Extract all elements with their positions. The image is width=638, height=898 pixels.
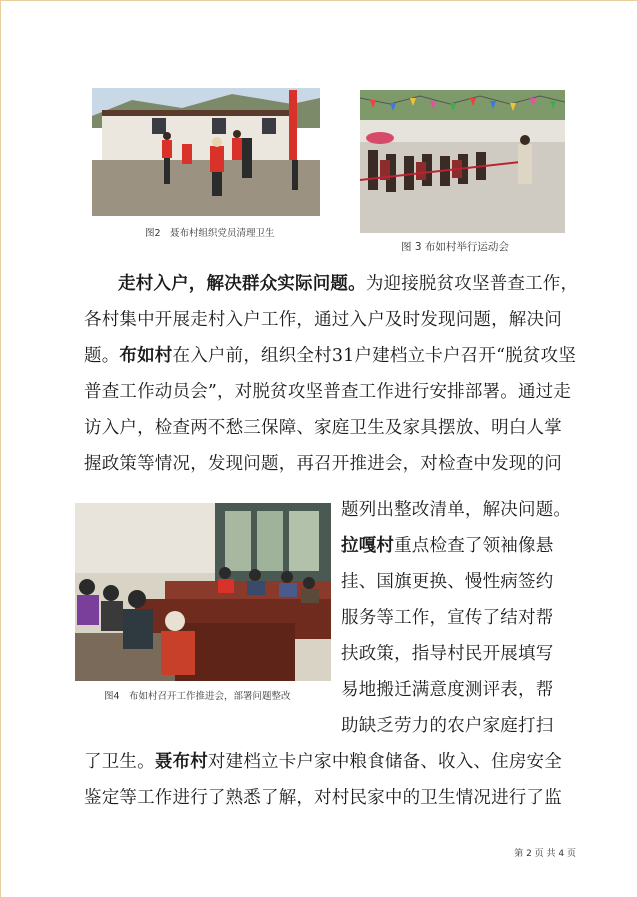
paragraph-line-1 <box>118 274 578 294</box>
paragraph-line-14 <box>84 752 562 772</box>
figure-4-photo <box>75 503 331 681</box>
paragraph-line-15: 鉴定等工作进行了熟悉了解，对村民家中的卫生情况进行了监 <box>84 788 562 808</box>
paragraph-line-5: 访入户，检查两不愁三保障、家庭卫生及家具摆放、明白人掌 <box>84 418 562 438</box>
paragraph-line-2: 各村集中开展走村入户工作，通过入户及时发现问题，解决问 <box>84 310 562 330</box>
line-text: 题。 <box>84 346 120 366</box>
line-text: 了卫生。 <box>84 752 155 772</box>
figure-2-photo <box>92 88 320 216</box>
line-text: 重点检查了领袖像悬 <box>394 536 554 556</box>
village-name-laga: 拉嘎村 <box>341 536 395 556</box>
paragraph-line-12: 易地搬迁满意度测评表，帮 <box>341 680 554 700</box>
paragraph-line-7: 题列出整改清单，解决问题。 <box>341 500 572 520</box>
paragraph-line-3 <box>84 346 576 366</box>
village-name-buru: 布如村 <box>119 346 173 366</box>
village-name-niebu: 聂布村 <box>154 752 208 772</box>
line-text: 在入户前，组织全村31户建档立卡户召开“脱贫攻坚 <box>172 346 577 366</box>
paragraph-line-6: 握政策等情况，发现问题，再召开推进会，对检查中发现的问 <box>84 454 562 474</box>
figure-3-caption: 图 3 布如村举行运动会 <box>401 241 509 253</box>
paragraph-line-10: 服务等工作，宣传了结对帮 <box>341 608 554 628</box>
paragraph-line-9: 挂、国旗更换、慢性病签约 <box>341 572 554 592</box>
paragraph-line-4: 普查工作动员会”，对脱贫攻坚普查工作进行安排部署。通过走 <box>84 382 572 402</box>
line-text: 对建档立卡户家中粮食储备、收入、住房安全 <box>207 752 562 772</box>
line-text: 为迎接脱贫攻坚普查工作， <box>365 274 579 294</box>
heading-bold: 走村入户，解决群众实际问题。 <box>118 274 366 294</box>
page-number: 第 2 页 共 4 页 <box>514 849 576 859</box>
figure-2-caption: 图2 聂布村组织党员清理卫生 <box>145 228 275 239</box>
paragraph-line-8 <box>341 536 553 556</box>
figure-3-photo <box>360 90 565 233</box>
paragraph-line-11: 扶政策，指导村民开展填写 <box>341 644 554 664</box>
paragraph-line-13: 助缺乏劳力的农户家庭打扫 <box>341 716 554 736</box>
figure-4-caption: 图4 布如村召开工作推进会，部署问题整改 <box>104 691 291 702</box>
